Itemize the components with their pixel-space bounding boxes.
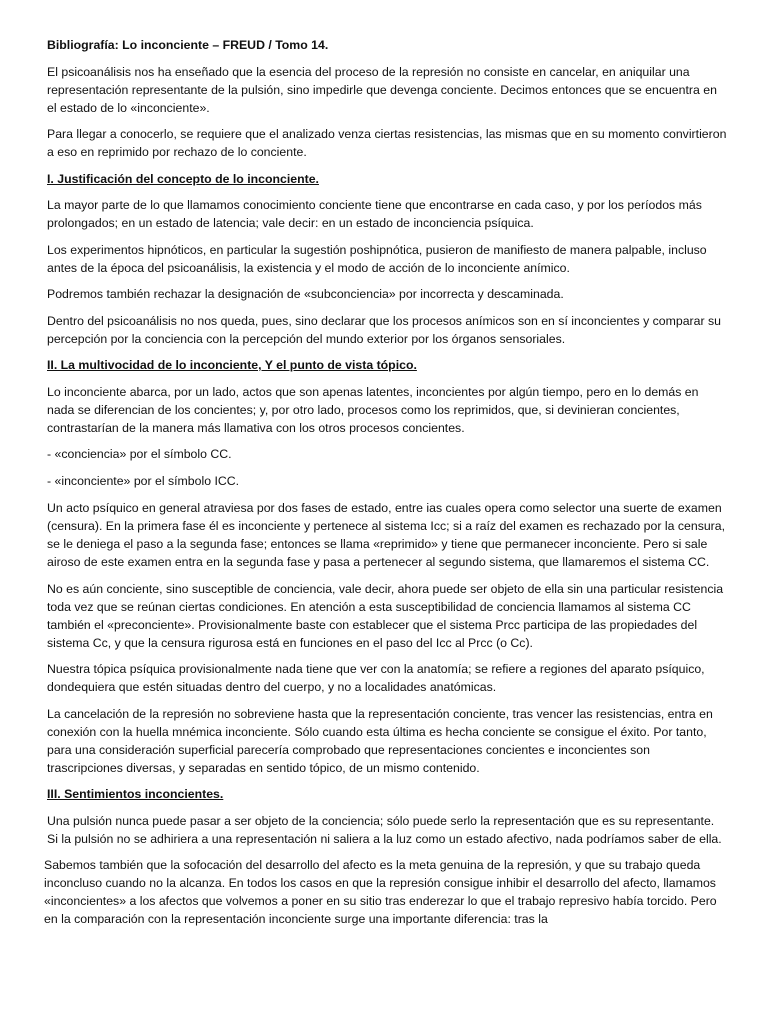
paragraph-topica: Nuestra tópica psíquica provisionalmente nada tiene que ver con la anatomía; se refiere a regiones del aparato psíquico, dondequiera que estén situadas dentro del cuerpo, y no a localidades anatómicas. <box>47 662 705 694</box>
bullet-inconciente: - «inconciente» por el símbolo ICC. <box>47 474 240 488</box>
bullet-conciencia: - «conciencia» por el símbolo CC. <box>47 447 232 461</box>
paragraph-latencia: La mayor parte de lo que llamamos conocimiento conciente tiene que encontrarse en cada caso, y por los períodos más prolongados; en un estado de latencia; vale decir: en un estado de inconciencia psíquica. <box>47 198 702 230</box>
paragraph-intro: El psicoanálisis nos ha enseñado que la esencia del proceso de la represión no consiste en cancelar, en aniquilar una representación representante de la pulsión, sino impedirle que devenga conciente. Decimos entonces que se encuentra en el estado de lo «inconciente». <box>47 64 717 115</box>
paragraph-cancelacion: La cancelación de la represión no sobreviene hasta que la representación conciente, tras vencer las resistencias, entra en conexión con la huella mnémica inconciente. Sólo cuando esta última es hecha conciente se consigue el éxito. Por tanto, para una consideración superficial parecería comprobado que representaciones concientes e inconcientes son trascripciones diversas, y separadas en sentido tópico, de un mismo contenido. <box>47 706 713 775</box>
paragraph-resistencias: Para llegar a conocerlo, se requiere que el analizado venza ciertas resistencias, las mismas que en su momento convirtieron a eso en reprimido por rechazo de lo conciente. <box>47 127 727 159</box>
document-page <box>44 36 727 937</box>
section-heading-2: II. La multivocidad de lo inconciente, Y el punto de vista tópico. <box>47 358 417 372</box>
paragraph-hipnoticos: Los experimentos hipnóticos, en particular la sugestión poshipnótica, pusieron de manifiesto de manera palpable, incluso antes de la época del psicoanálisis, la existencia y el modo de acción de lo inconciente anímico. <box>47 242 707 275</box>
paragraph-procesos-animicos: Dentro del psicoanálisis no nos queda, pues, sino declarar que los procesos anímicos son en sí inconcientes y comparar su percepción por la conciencia con la percepción del mundo exterior por los órganos sensoriales. <box>47 313 721 346</box>
paragraph-pulsion: Una pulsión nunca puede pasar a ser objeto de la conciencia; sólo puede serlo la representación que es su representante. Si la pulsión no se adhiriera a una representación ni saliera a la luz como un estado afectivo, nada podríamos saber de ella. <box>47 813 722 846</box>
section-heading-1: I. Justificación del concepto de lo inconciente. <box>47 171 319 186</box>
document-title: Bibliografía: Lo inconciente – FREUD / Tomo 14. <box>47 38 329 52</box>
paragraph-abarca: Lo inconciente abarca, por un lado, actos que son apenas latentes, inconcientes por algún tiempo, pero en lo demás en nada se diferencian de los concientes; y, por otro lado, procesos como los reprimidos, que, si devinieran concientes, contrastarían de la manera más llamativa con los otros procesos concientes. <box>47 384 699 435</box>
paragraph-subconciencia: Podremos también rechazar la designación de «subconciencia» por incorrecta y descaminada. <box>47 287 564 301</box>
section-heading-3: III. Sentimientos inconcientes. <box>47 787 224 801</box>
paragraph-acto-psiquico: Un acto psíquico en general atraviesa por dos fases de estado, entre ias cuales opera como selector una suerte de examen (censura). En la primera fase él es inconciente y pertenece al sistema Icc; si a raíz del examen es rechazado por la censura, se le deniega el paso a la segunda fase; entonces se llama «reprimido» y tiene que permanecer inconciente. Pero si sale airoso de este examen entra en la segunda fase y pasa a pertenecer al segundo sistema, que llamaremos el sistema CC. <box>47 501 726 569</box>
paragraph-sofocacion: Sabemos también que la sofocación del desarrollo del afecto es la meta genuina de la represión, y que su trabajo queda inconcluso cuando no la alcanza. En todos los casos en que la represión consigue inhibir el desarrollo del afecto, llamamos «inconcientes» a los afectos que volvemos a poner en su sitio tras enderezar lo que el trabajo represivo había torcido. Pero en la comparación con la representación inconciente surge una importante diferencia: tras la <box>44 858 717 926</box>
paragraph-susceptible: No es aún conciente, sino susceptible de conciencia, vale decir, ahora puede ser objeto de ella sin una particular resistencia toda vez que se reúnan ciertas condiciones. En atención a esta susceptibilidad de conciencia llamamos al sistema CC también el «preconciente». Provisionalmente baste con establecer que el sistema Prcc participa de las propiedades del sistema Cc, y que la censura rigurosa está en funciones en el paso del Icc al Prcc (o Cc). <box>47 581 724 650</box>
